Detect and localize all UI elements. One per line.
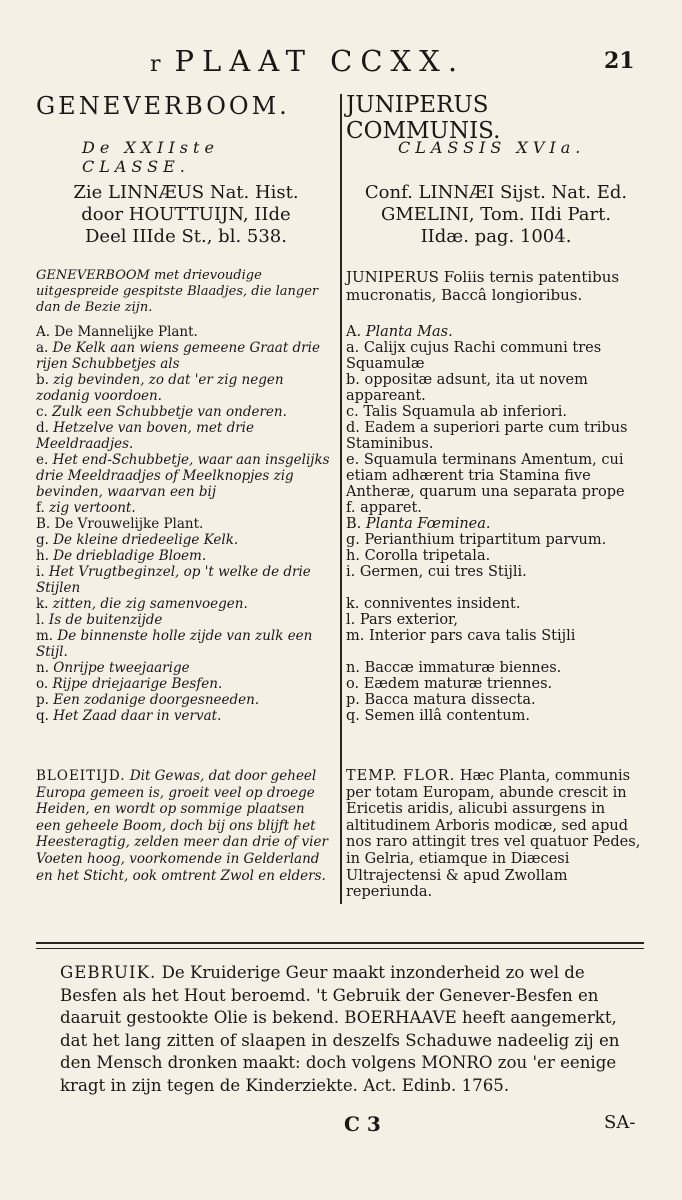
latin-legend-text: Interior pars cava talis Stijli (368, 628, 576, 644)
latin-legend-item (346, 692, 642, 708)
dutch-flowering (36, 768, 332, 884)
latin-legend-text: apparet. (360, 500, 422, 516)
dutch-legend-item (36, 708, 332, 724)
latin-legend-item (346, 564, 642, 580)
latin-legend-key: e. (346, 452, 360, 468)
dutch-legend-text: Het Vrugtbeginzel, op 't welke de drie Stijlen (36, 564, 311, 596)
dutch-ref-line: door HOUTTUIJN, IIde (81, 204, 291, 225)
dutch-flowering-label: BLOEITIJD. (36, 768, 126, 784)
dutch-legend-item (36, 628, 332, 660)
latin-legend-text: oppositæ adsunt, ita ut novem appareant. (346, 372, 588, 404)
dutch-legend-text: De driebladige Bloem. (53, 548, 207, 564)
latin-legend-text: Eædem maturæ triennes. (363, 676, 553, 692)
dutch-legend-key: h. (36, 548, 49, 564)
column-divider (340, 94, 342, 904)
dutch-legend-text: De Vrouwelijke Plant. (54, 516, 204, 532)
usage-paragraph (60, 962, 642, 1098)
running-head (0, 44, 682, 84)
dutch-legend-text: Onrijpe tweejaarige (53, 660, 190, 676)
latin-legend-item (346, 612, 642, 628)
latin-legend-item (346, 500, 642, 516)
dutch-legend-text: De kleine driedeelige Kelk. (53, 532, 239, 548)
dutch-description: GENEVERBOOM met drievoudige uitgespreide gespitste Blaadjes, die langer dan de Bezie zijn. (36, 268, 319, 315)
dutch-legend-key: f. (36, 500, 45, 516)
latin-legend-key: d. (346, 420, 360, 436)
dutch-legend-item (36, 660, 332, 676)
latin-flowering-label: TEMP. FLOR. (346, 768, 456, 784)
printer-mark: r (150, 52, 161, 77)
dutch-legend-item (36, 596, 332, 612)
latin-legend-item (346, 324, 642, 340)
latin-legend-key: B. (346, 516, 362, 532)
latin-legend-item (346, 340, 642, 372)
latin-legend-key: g. (346, 532, 360, 548)
dutch-legend-item (36, 612, 332, 628)
plate-title: PLAAT CCXX. (174, 44, 466, 78)
catchword: SA- (604, 1112, 636, 1133)
latin-legend-text: Germen, cui tres Stijli. (359, 564, 527, 580)
latin-legend-key: b. (346, 372, 360, 388)
latin-legend-text: Pars exterior, (359, 612, 459, 628)
dutch-legend-item (36, 452, 332, 500)
dutch-legend-text: De Mannelijke Plant. (54, 324, 198, 340)
latin-legend-key: m. (346, 628, 365, 644)
latin-legend-item (346, 660, 642, 676)
latin-legend-item (346, 452, 642, 500)
dutch-legend-text: zig bevinden, zo dat 'er zig negen zodanig voordoen. (36, 372, 284, 404)
latin-flowering-text: Hæc Planta, communis per totam Europam, abunde crescit in Ericetis aridis, alicubi assurgens in altitudinem Arboris modicæ, sed apud nos raro attingit tres vel quatuor Pedes, in Gelria, etiamque in Diæcesi Ultrajectensi & apud Zwollam reperiunda. (346, 768, 641, 901)
dutch-legend-key: g. (36, 532, 49, 548)
latin-title: JUNIPERUS COMMUNIS. (346, 92, 501, 144)
page-number: 21 (604, 48, 635, 74)
dutch-legend-text: De Kelk aan wiens gemeene Graat drie rijen Schubbetjes als (36, 340, 320, 372)
latin-legend-key: p. (346, 692, 360, 708)
latin-legend-text: Perianthium tripartitum parvum. (364, 532, 607, 548)
dutch-legend-key: e. (36, 452, 49, 468)
dutch-legend-item (36, 340, 332, 372)
latin-reference (346, 182, 646, 248)
dutch-legend-item (36, 548, 332, 564)
dutch-ref-line: Zie LINNÆUS Nat. Hist. (73, 182, 299, 203)
latin-ref-line: Conf. LINNÆI Sijst. Nat. Ed. (364, 182, 628, 203)
dutch-flowering-text: Dit Gewas, dat door geheel Europa gemeen is, groeit veel op droege Heiden, en wordt op sommige plaatsen een geheele Boom, doch bij ons blijft het Heesteragtig, zelden meer dan drie of vier Voeten hoog, voorkomende in Gelderland en het Sticht, ook omtrent Zwol en elders. (36, 768, 328, 884)
latin-legend-item (346, 404, 642, 420)
latin-legend-item (346, 372, 642, 404)
latin-legend-key: q. (346, 708, 360, 724)
latin-legend-key: n. (346, 660, 360, 676)
dutch-legend-text: Hetzelve van boven, met drie Meeldraadjes. (36, 420, 254, 452)
latin-legend-key: k. (346, 596, 360, 612)
latin-legend-text: Squamula terminans Amentum, cui etiam adhærent tria Stamina five Antheræ, quarum una separata prope (346, 452, 625, 500)
dutch-legend-item (36, 516, 332, 532)
latin-legend-item (346, 628, 642, 644)
latin-legend-item (346, 516, 642, 532)
latin-legend-key: h. (346, 548, 360, 564)
latin-legend-key: o. (346, 676, 360, 692)
dutch-legend-key: n. (36, 660, 49, 676)
latin-ref-line: GMELINI, Tom. IIdi Part. (380, 204, 612, 225)
latin-legend-item (346, 596, 642, 612)
dutch-legend-item (36, 532, 332, 548)
dutch-legend-key: a. (36, 340, 49, 356)
dutch-legend-key: p. (36, 692, 49, 708)
latin-legend-item (346, 676, 642, 692)
latin-legend-text: Eadem a superiori parte cum tribus Staminibus. (346, 420, 628, 452)
latin-class: CLASSIS XVIa. (398, 138, 586, 157)
dutch-legend-key: A. (36, 324, 51, 340)
latin-legend-key: A. (346, 324, 362, 340)
latin-legend-text: Talis Squamula ab inferiori. (363, 404, 567, 420)
latin-legend-text: Calijx cujus Rachi communi tres Squamulæ (346, 340, 602, 372)
dutch-legend-text: Rijpe driejaarige Besfen. (52, 676, 223, 692)
latin-legend-key: i. (346, 564, 356, 580)
latin-description: JUNIPERUS Foliis ternis patentibus mucronatis, Baccâ longioribus. (346, 268, 620, 304)
dutch-legend-item (36, 324, 332, 340)
dutch-legend-text: Zulk een Schubbetje van onderen. (52, 404, 287, 420)
usage-label: GEBRUIK. (60, 963, 157, 982)
dutch-legend-text: Een zodanige doorgesneeden. (53, 692, 260, 708)
latin-legend-text: Planta Fœminea. (365, 516, 491, 532)
latin-legend-text: Corolla tripetala. (364, 548, 491, 564)
section-rule (36, 942, 644, 949)
latin-ref-line: IIdæ. pag. 1004. (420, 226, 572, 247)
latin-legend-key: a. (346, 340, 360, 356)
latin-legend-key: l. (346, 612, 356, 628)
dutch-legend-text: Het end-Schubbetje, waar aan insgelijks drie Meeldraadjes of Meelknopjes zig bevinden, waarvan een bij (36, 452, 330, 500)
dutch-legend-item (36, 692, 332, 708)
dutch-legend-key: o. (36, 676, 49, 692)
dutch-ref-line: Deel IIIde St., bl. 538. (85, 226, 287, 247)
latin-legend-key: f. (346, 500, 356, 516)
latin-legend-text: Baccæ immaturæ biennes. (364, 660, 562, 676)
latin-legend-item (346, 532, 642, 548)
dutch-legend-key: i. (36, 564, 45, 580)
dutch-legend-key: l. (36, 612, 45, 628)
dutch-legend-item (36, 372, 332, 404)
dutch-legend-key: b. (36, 372, 49, 388)
dutch-legend-key: c. (36, 404, 48, 420)
dutch-legend-text: zitten, die zig samenvoegen. (52, 596, 248, 612)
latin-flowering (346, 768, 642, 901)
dutch-legend-text: De binnenste holle zijde van zulk een Stijl. (36, 628, 313, 660)
dutch-legend-text: zig vertoont. (49, 500, 136, 516)
dutch-legend-key: d. (36, 420, 49, 436)
signature-mark: C 3 (344, 1112, 381, 1136)
dutch-legend-text: Het Zaad daar in vervat. (53, 708, 222, 724)
dutch-reference (36, 182, 336, 248)
latin-legend-text: conniventes insident. (364, 596, 521, 612)
dutch-legend-text: Is de buitenzijde (48, 612, 163, 628)
dutch-legend-item (36, 500, 332, 516)
dutch-legend-item (36, 564, 332, 596)
latin-legend-text: Semen illâ contentum. (364, 708, 530, 724)
latin-legend-key: c. (346, 404, 359, 420)
latin-legend-text: Bacca matura dissecta. (364, 692, 536, 708)
dutch-legend-key: m. (36, 628, 54, 644)
dutch-legend-item (36, 420, 332, 452)
dutch-legend-item (36, 676, 332, 692)
dutch-legend-key: B. (36, 516, 51, 532)
latin-legend-text: Planta Mas. (365, 324, 453, 340)
dutch-legend-key: k. (36, 596, 49, 612)
dutch-legend-item (36, 404, 332, 420)
dutch-class: De XXIIste CLASSE. (82, 138, 219, 176)
dutch-title: GENEVERBOOM. (36, 92, 290, 120)
dutch-legend-key: q. (36, 708, 49, 724)
latin-legend-item (346, 548, 642, 564)
latin-legend-item (346, 420, 642, 452)
latin-legend-item (346, 708, 642, 724)
usage-text: De Kruiderige Geur maakt inzonderheid zo wel de Besfen als het Hout beroemd. 't Gebruik der Genever-Besfen en daaruit gestookte Olie is bekend. BOERHAAVE heeft aangemerkt, dat het lang zitten of slaapen in deszelfs Schaduwe nadeelig zij en den Mensch dronken maakt: doch volgens MONRO zou 'er eenige kragt in zijn tegen de Kinderziekte. Act. Edinb. 1765. (60, 963, 620, 1095)
plate-heading (150, 44, 465, 78)
